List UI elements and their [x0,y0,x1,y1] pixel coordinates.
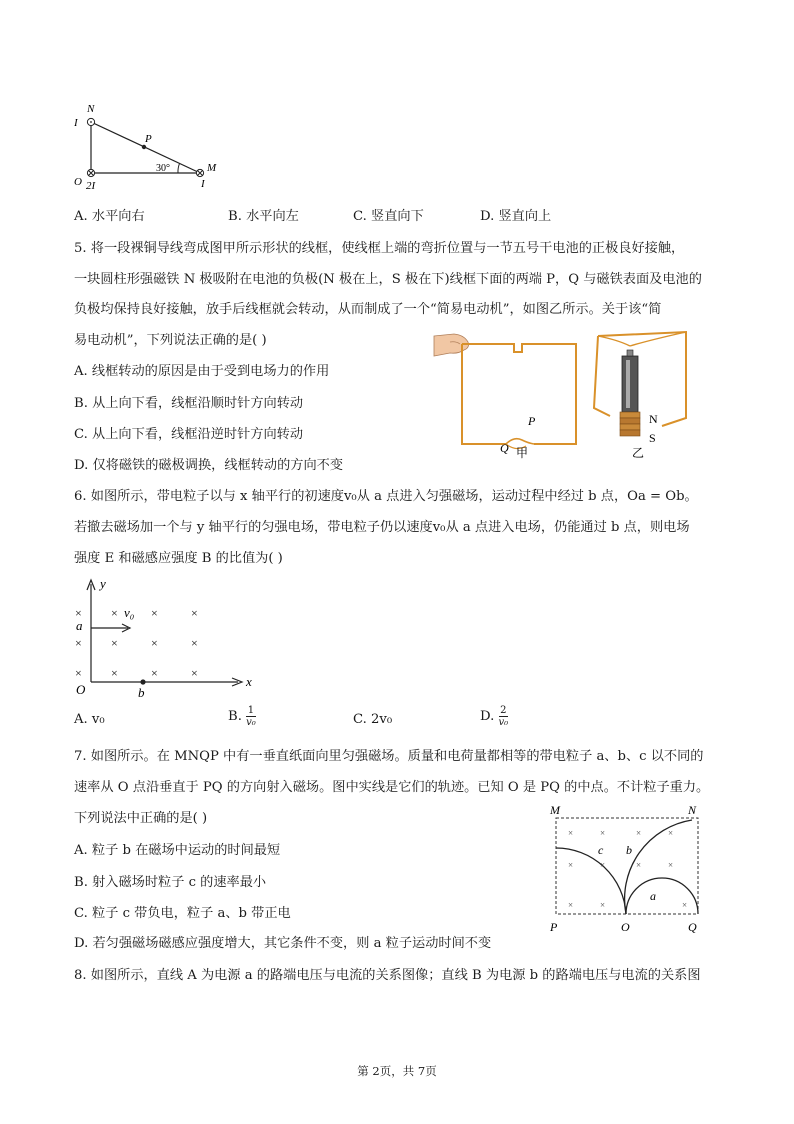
field-cross: × [191,666,198,680]
q7-option-d: D. 若匀强磁场磁感应强度增大，其它条件不变，则 a 粒子运动时间不变 [74,936,492,951]
q5-label-P: P [528,414,536,428]
q6-label-x: x [246,674,252,689]
q5-label-S: S [649,431,656,445]
svg-text:×: × [600,900,606,910]
q4-label-O: O [74,176,82,188]
field-cross: × [151,636,158,650]
q6-stem-line-3: 强度 E 和磁感应强度 B 的比值为( ) [74,551,283,566]
q6-label-a: a [76,618,83,633]
q7-option-b: B. 射入磁场时粒子 c 的速率最小 [74,875,267,890]
q5-label-N: N [649,412,658,426]
battery-icon [622,350,638,412]
q7-label-c: c [598,843,604,857]
svg-text:×: × [568,860,574,870]
q5-label-jia: 甲 [516,446,529,460]
q5-stem-line-4: 易电动机”，下列说法正确的是( ) [74,333,267,348]
svg-text:×: × [600,860,606,870]
q7-stem-line-1: 7. 如图所示。在 MNQP 中有一垂直纸面向里匀强磁场。质量和电荷量都相等的带电粒子 a、b、c 以不同的 [74,749,704,764]
q6-stem-line-1: 6. 如图所示，带电粒子以与 x 轴平行的初速度v₀从 a 点进入匀强磁场，运动过程中经过 b 点，Oa = Ob。 [74,489,698,504]
field-cross: × [111,606,118,620]
q5-option-d: D. 仅将磁铁的磁极调换，线框转动的方向不变 [74,458,344,473]
q4-option-c: C. 竖直向下 [353,209,424,224]
page-footer: 第 2页，共 7页 [357,1064,437,1078]
q6-label-b: b [138,685,145,700]
q5-stem-line-1: 5. 将一段裸铜导线弯成图甲所示形状的线框，使线框上端的弯折位置与一节五号干电池的正极良好接触， [74,241,685,256]
svg-text:×: × [568,900,574,910]
q7-label-O: O [621,920,630,934]
svg-text:×: × [568,828,574,838]
magnet-icon [620,412,640,436]
field-cross: × [111,666,118,680]
q5-option-a: A. 线框转动的原因是由于受到电场力的作用 [74,364,330,379]
q4-label-2I: 2I [86,180,96,192]
q5-stem-line-3: 负极均保持良好接触，放手后线框就会转动，从而制成了一个“简易电动机”，如图乙所示。关于该“简 [74,302,662,317]
q4-option-a: A. 水平向右 [74,209,145,224]
q4-option-b: B. 水平向左 [228,209,299,224]
q6-option-d: D. $\frac{2}{\text{v₀}}$ [480,705,509,728]
svg-text:×: × [636,860,642,870]
q7-label-M: M [550,803,560,817]
q4-label-I-top: I [74,117,78,129]
svg-text:×: × [600,828,606,838]
q4-label-I-right: I [201,178,205,190]
q7-label-P: P [550,920,558,934]
magnetic-field-crosses [75,606,198,680]
q7-label-b: b [626,843,632,857]
q4-label-angle: 30° [156,163,170,174]
q4-label-M: M [207,162,217,174]
q5-label-Q: Q [500,441,509,455]
field-cross: × [151,666,158,680]
field-cross: × [191,636,198,650]
q4-option-d: D. 竖直向上 [480,209,552,224]
q5-stem-line-2: 一块圆柱形强磁铁 N 极吸附在电池的负极(N 极在上，S 极在下)线框下面的两端 P，Q 与磁铁表面及电池的 [74,272,702,287]
svg-text:×: × [682,900,688,910]
field-cross: × [75,636,82,650]
q5-option-b: B. 从上向下看，线框沿顺时针方向转动 [74,396,304,411]
svg-text:×: × [636,828,642,838]
field-cross: × [75,666,82,680]
q6-option-c: C. 2v₀ [353,712,393,727]
q6-diagram [70,576,270,700]
q7-option-c: C. 粒子 c 带负电，粒子 a、b 带正电 [74,906,291,921]
field-cross: × [111,636,118,650]
field-cross: × [75,606,82,620]
q4-label-N: N [87,103,95,115]
q6-option-b: B. $\frac{1}{\text{v₀}}$ [228,705,256,728]
q7-label-Q: Q [688,920,697,934]
q7-label-N: N [688,803,697,817]
q6-label-O: O [76,682,86,697]
q7-stem-line-3: 下列说法中正确的是( ) [74,811,208,826]
q7-option-a: A. 粒子 b 在磁场中运动的时间最短 [74,843,281,858]
q5-label-yi: 乙 [632,446,645,460]
svg-text:×: × [668,828,674,838]
q6-label-y: y [100,576,106,591]
q6-label-v0: v₀ [124,605,135,620]
q8-stem-line-1: 8. 如图所示，直线 A 为电源 a 的路端电压与电流的关系图像；直线 B 为电源 b 的路端电压与电流的关系图 [74,968,701,983]
q5-option-c: C. 从上向下看，线框沿逆时针方向转动 [74,427,304,442]
q5-diagram [430,326,730,464]
q6-option-a: A. v₀ [74,712,105,727]
q7-stem-line-2: 速率从 O 点沿垂直于 PQ 的方向射入磁场。图中实线是它们的轨迹。已知 O 是 PQ 的中点。不计粒子重力。 [74,780,710,795]
svg-text:×: × [668,860,674,870]
q4-label-P: P [145,133,152,145]
q7-label-a: a [650,889,656,903]
q7-diagram [542,800,712,936]
q4-diagram [70,100,230,192]
field-cross: × [151,606,158,620]
q6-stem-line-2: 若撤去磁场加一个与 y 轴平行的匀强电场，带电粒子仍以速度v₀从 a 点进入电场，仍能通过 b 点，则电场 [74,520,690,535]
field-cross: × [191,606,198,620]
